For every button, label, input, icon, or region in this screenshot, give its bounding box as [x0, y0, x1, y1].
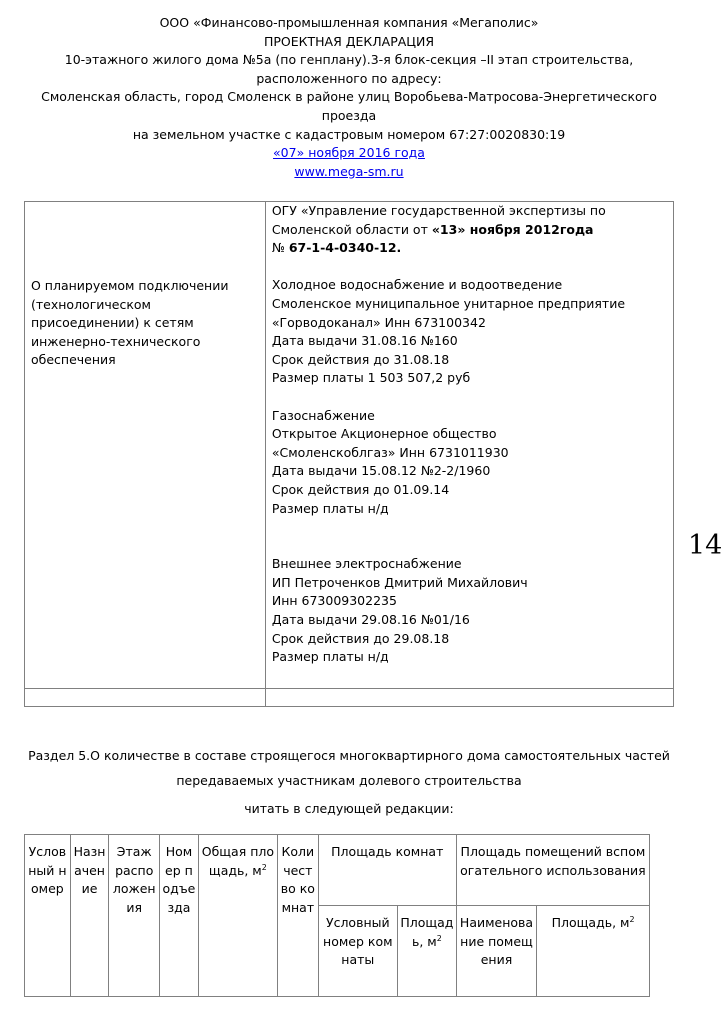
gas-fee: Размер платы н/д [271, 500, 389, 516]
gas-supply-block [272, 407, 667, 519]
section-title [22, 743, 676, 793]
address-line: Смоленская область, город Смоленск в районе улиц Воробьева-Матросова-Энергетического [41, 89, 657, 105]
water-issued: Дата выдачи 31.08.16 №160 [271, 333, 458, 349]
connection-label-cell [25, 202, 266, 689]
header-room-number: Условный номер комнаты [318, 906, 397, 997]
power-org: ИП Петроченков Дмитрий Михайлович [271, 574, 528, 590]
water-org: Смоленское муниципальное унитарное предприятие [271, 295, 626, 311]
connection-label: О планируемом подключении (технологическом присоединении) к сетям инженерно-технического обеспечения [31, 278, 229, 368]
gas-issued: Дата выдачи 15.08.12 №2-2/1960 [271, 463, 491, 479]
company-name: ООО «Финансово-промышленная компания «Мегаполис» [159, 15, 539, 30]
expertise-date-line: Смоленской области от «13» ноября 2012года [271, 221, 594, 237]
header-entrance: Номер подъезда [160, 835, 199, 997]
date-link[interactable]: «07» ноября 2016 года [273, 145, 425, 161]
water-title: Холодное водоснабжение и водоотведение [271, 277, 563, 293]
header-aux-name: Наименование помещения [456, 906, 536, 997]
units-table [24, 834, 650, 997]
header-room-area: Площадь, $м^2$ [397, 906, 456, 997]
water-valid: Срок действия до 31.08.18 [271, 351, 450, 367]
document-title: ПРОЕКТНАЯ ДЕКЛАРАЦИЯ [263, 33, 435, 49]
gas-org-inn: «Смоленскоблгаз» Инн 6731011930 [271, 444, 509, 460]
empty-cell [25, 689, 266, 707]
connection-table [24, 201, 674, 707]
website-link[interactable]: www.mega-sm.ru [294, 163, 404, 179]
object-location-label: расположенного по адресу: [256, 70, 442, 86]
power-title: Внешнее электроснабжение [271, 556, 462, 572]
gas-org: Открытое Акционерное общество [271, 426, 497, 442]
document-header [22, 14, 676, 181]
section-title-line: Раздел 5.О количестве в составе строящегося многоквартирного дома самостоятельных частей [28, 748, 670, 763]
water-org-inn: «Горводоканал» Инн 673100342 [271, 314, 486, 330]
address-line-continued: проезда [321, 107, 377, 123]
water-supply-block [272, 276, 667, 388]
header-rooms-area: Площадь комнат [318, 835, 456, 906]
gas-title: Газоснабжение [271, 407, 375, 423]
header-total-area: Общая площадь, $м^2$ [198, 835, 277, 997]
power-org-inn: Инн 673009302235 [271, 593, 397, 609]
expertise-line: ОГУ «Управление государственной экспертизы по [271, 203, 606, 218]
header-rooms-count: Количество комнат [278, 835, 319, 997]
gas-valid: Срок действия до 01.09.14 [271, 481, 450, 497]
power-supply-block [272, 555, 667, 667]
page-number: 14 [688, 530, 723, 561]
header-aux-area-value: Площадь, $м^2$ [537, 906, 650, 997]
header-aux-area: Площадь помещений вспомогательного использования [456, 835, 649, 906]
water-fee: Размер платы 1 503 507,2 руб [271, 370, 471, 386]
expertise-number-line: № 67-1-4-0340-12. [271, 240, 402, 256]
read-as-note: читать в следующей редакции: [244, 801, 454, 816]
power-issued: Дата выдачи 29.08.16 №01/16 [271, 612, 470, 628]
cadastral-number: на земельном участке с кадастровым номером 67:27:0020830:19 [132, 126, 566, 142]
header-number: Условный номер [25, 835, 71, 997]
header-floor: Этаж расположения [109, 835, 160, 997]
section-title-line-continued: передаваемых участникам долевого строительства [176, 773, 522, 788]
power-fee: Размер платы н/д [271, 649, 389, 665]
object-description: 10-этажного жилого дома №5а (по генплану).3-я блок-секция –II этап строительства, [64, 52, 634, 68]
header-purpose: Назначение [70, 835, 109, 997]
power-valid: Срок действия до 29.08.18 [271, 630, 450, 646]
connection-details-cell [265, 202, 673, 689]
empty-cell [265, 689, 673, 707]
